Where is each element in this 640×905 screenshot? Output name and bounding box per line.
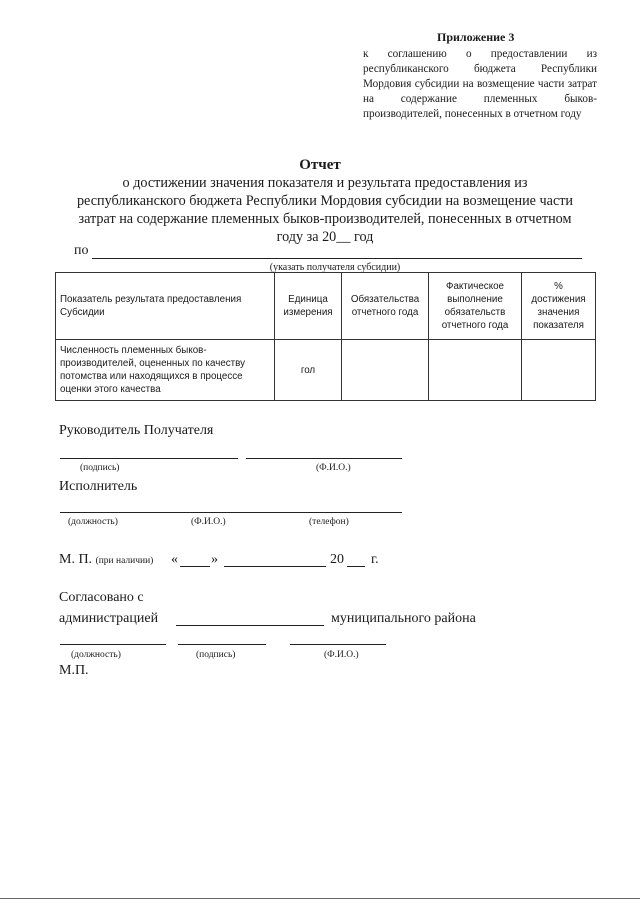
page-bottom-edge (0, 898, 640, 899)
head-label: Руководитель Получателя (59, 423, 214, 438)
cell-indicator: Численность племенных быков-производителей, оцененных по качеству потомства или находящихся в процессе оценки этого качества (56, 340, 275, 401)
stamp-label: М. П. (при наличии) (59, 552, 154, 567)
report-table (55, 272, 596, 401)
header-obligations: Обязательства отчетного года (342, 273, 429, 340)
executor-label: Исполнитель (59, 479, 138, 494)
executor-fio-hint: (Ф.И.О.) (191, 517, 226, 527)
table-header-row (56, 273, 596, 340)
agreed-position-line (60, 644, 166, 645)
header-unit: Единица измерения (275, 273, 342, 340)
agreed-signature-hint: (подпись) (196, 650, 236, 660)
agreed-fio-hint: (Ф.И.О.) (324, 650, 359, 660)
date-close-quote: » (211, 552, 218, 567)
agreed-label: Согласовано с (59, 590, 144, 605)
cell-actual (429, 340, 522, 401)
date-month-line (224, 566, 326, 567)
recipient-label: по (74, 243, 89, 258)
header-percent: % достижения значения показателя (522, 273, 596, 340)
report-title: Отчет (299, 157, 341, 173)
date-year-line (347, 566, 365, 567)
agreed-fio-line (290, 644, 386, 645)
district-label: муниципального района (331, 611, 476, 626)
appendix-title: Приложение 3 (437, 30, 515, 44)
agreed-position-hint: (должность) (71, 650, 121, 660)
cell-obligations (342, 340, 429, 401)
date-year: 20 (330, 552, 344, 567)
appendix-description: к соглашению о предоставлении из республиканского бюджета Республики Мордовия субсидии на возмещение части затрат на содержание племенных быков- производителей, понесенных в отчетном году (363, 48, 597, 120)
cell-percent (522, 340, 596, 401)
recipient-hint: (указать получателя субсидии) (269, 262, 401, 273)
executor-line (60, 512, 402, 513)
executor-position-hint: (должность) (68, 517, 118, 527)
cell-unit: гол (275, 340, 342, 401)
administration-label: администрацией (59, 611, 159, 626)
agreed-signature-line (178, 644, 266, 645)
header-indicator: Показатель результата предоставления Субсидии (56, 273, 275, 340)
head-fio-hint: (Ф.И.О.) (316, 463, 351, 473)
date-open-quote: « (171, 552, 178, 567)
table-row (56, 340, 596, 401)
date-day-line (180, 566, 210, 567)
head-signature-hint: (подпись) (80, 463, 120, 473)
date-suffix: г. (371, 552, 379, 567)
header-actual: Фактическое выполнение обязательств отчетного года (429, 273, 522, 340)
administration-name-line (176, 625, 324, 626)
report-subtitle: о достижении значения показателя и результата предоставления из республиканского бюджета Республики Мордовия субсидии на возмещение части затрат на содержание племенных быков-производителей, понесенных в отчетном году за 20__ год (76, 175, 574, 245)
executor-phone-hint: (телефон) (309, 517, 349, 527)
head-signature-line (60, 458, 238, 459)
recipient-line (92, 258, 582, 259)
stamp-bottom: М.П. (59, 663, 89, 678)
head-fio-line (246, 458, 402, 459)
